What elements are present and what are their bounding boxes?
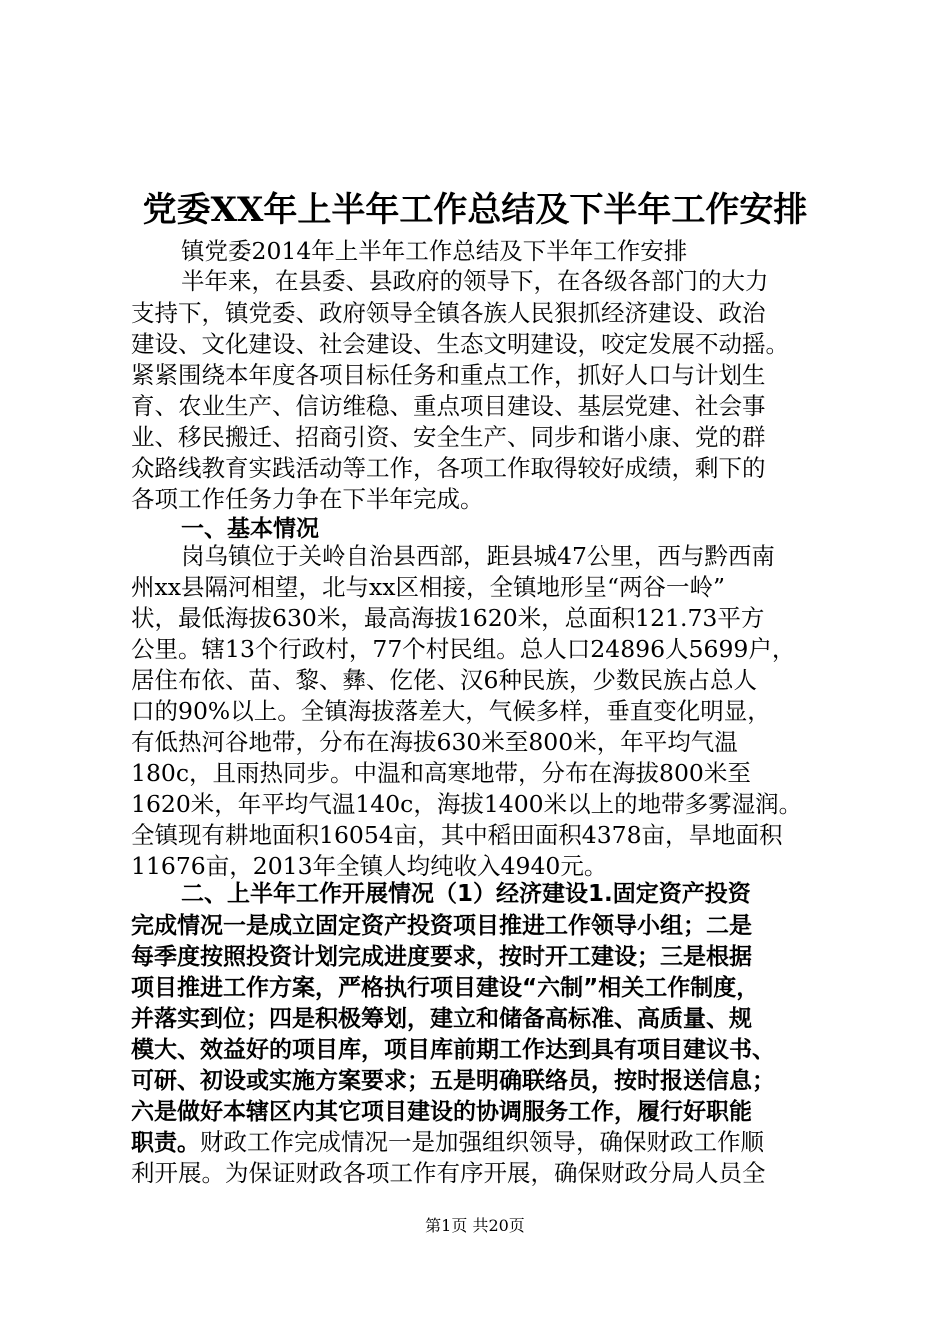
page-number-footer: 第1页 共20页	[425, 1216, 525, 1235]
paragraph-line: 岗乌镇位于关岭自治县西部，距县城47公里，西与黔西南	[181, 542, 775, 570]
paragraph-line: 状，最低海拔630米，最高海拔1620米，总面积121.73平方	[131, 604, 765, 632]
paragraph-line: 业、移民搬迁、招商引资、安全生产、同步和谐小康、党的群	[131, 423, 766, 451]
paragraph-line: 11676亩，2013年全镇人均纯收入4940元。	[131, 852, 608, 880]
paragraph-line: 育、农业生产、信访维稳、重点项目建设、基层党建、社会事	[131, 392, 766, 420]
section-heading: 一、基本情况	[181, 516, 319, 542]
paragraph-line: 利开展。为保证财政各项工作有序开展，确保财政分局人员全	[131, 1159, 766, 1187]
paragraph-line: 众路线教育实践活动等工作，各项工作取得较好成绩，剩下的	[131, 454, 766, 482]
paragraph-line: 州xx县隔河相望，北与xx区相接，全镇地形呈“两谷一岭”	[131, 573, 726, 601]
paragraph-line: 公里。辖13个行政村，77个村民组。总人口24896人5699户，	[131, 635, 796, 663]
bold-paragraph-line: 六是做好本辖区内其它项目建设的协调服务工作，履行好职能	[131, 1099, 752, 1125]
paragraph-line: 支持下，镇党委、政府领导全镇各族人民狠抓经济建设、政治	[131, 299, 766, 327]
paragraph-line: 财政工作完成情况一是加强组织领导，确保财政工作顺	[200, 1128, 764, 1156]
paragraph-line: 有低热河谷地带，分布在海拔630米至800米，年平均气温	[131, 728, 738, 756]
bold-paragraph-line: 完成情况一是成立固定资产投资项目推进工作领导小组；二是	[131, 913, 752, 939]
paragraph-line: 紧紧围绕本年度各项目标任务和重点工作，抓好人口与计划生	[131, 361, 766, 389]
bold-paragraph-line: 模大、效益好的项目库，项目库前期工作达到具有项目建议书、	[131, 1037, 775, 1063]
paragraph-line: 建设、文化建设、社会建设、生态文明建设，咬定发展不动摇。	[131, 330, 789, 358]
bold-paragraph-line: 每季度按照投资计划完成进度要求，按时开工建设；三是根据	[131, 944, 752, 970]
bold-paragraph-line: 职责。	[131, 1130, 200, 1156]
bold-paragraph-line: 项目推进工作方案，严格执行项目建设“六制”相关工作制度，	[131, 975, 760, 1001]
subtitle-line: 镇党委2014年上半年工作总结及下半年工作安排	[181, 237, 688, 265]
bold-paragraph-line: 可研、初设或实施方案要求；五是明确联络员，按时报送信息；	[131, 1068, 775, 1094]
paragraph-line: 各项工作任务力争在下半年完成。	[131, 485, 484, 513]
document-title: 党委XX年上半年工作总结及下半年工作安排	[142, 190, 808, 230]
bold-paragraph-line: 二、上半年工作开展情况（1）经济建设1.固定资产投资	[181, 881, 751, 907]
paragraph-line: 半年来，在县委、县政府的领导下，在各级各部门的大力	[181, 267, 769, 295]
paragraph-line: 居住布依、苗、黎、彝、仡佬、汉6种民族，少数民族占总人	[131, 666, 757, 694]
paragraph-line: 180c，且雨热同步。中温和高寒地带，分布在海拔800米至	[131, 759, 751, 787]
bold-paragraph-line: 并落实到位；四是积极筹划，建立和储备高标准、高质量、规	[131, 1006, 752, 1032]
paragraph-line: 全镇现有耕地面积16054亩，其中稻田面积4378亩，旱地面积	[131, 821, 783, 849]
paragraph-line: 口的90%以上。全镇海拔落差大，气候多样，垂直变化明显，	[131, 697, 771, 725]
paragraph-line: 1620米，年平均气温140c，海拔1400米以上的地带多雾湿润。	[131, 790, 803, 818]
